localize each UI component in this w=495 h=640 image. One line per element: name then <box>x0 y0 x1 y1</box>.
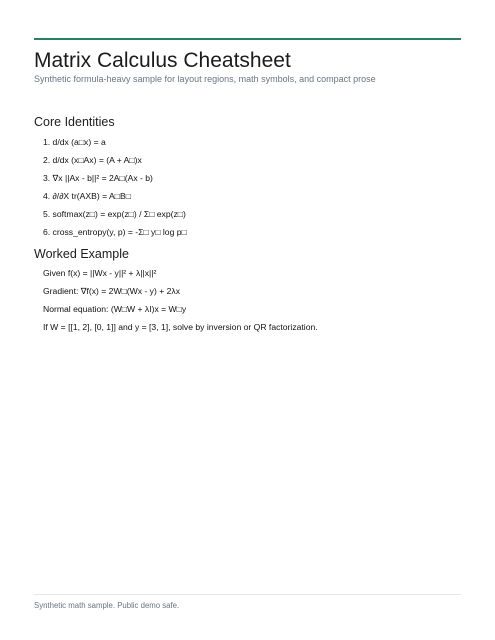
identity-line-4: 4. ∂/∂X tr(AXB) = A□B□ <box>43 191 131 201</box>
section-heading-core-identities: Core Identities <box>34 115 115 129</box>
page-subtitle: Synthetic formula-heavy sample for layout regions, math symbols, and compact prose <box>34 74 376 84</box>
identity-line-1: 1. d/dx (a□x) = a <box>43 137 106 147</box>
footer-rule <box>34 594 461 595</box>
header-rule <box>34 38 461 40</box>
example-line-2: Gradient: ∇f(x) = 2W□(Wx - y) + 2λx <box>43 286 181 296</box>
example-line-3: Normal equation: (W□W + λI)x = W□y <box>43 304 187 314</box>
section-heading-worked-example: Worked Example <box>34 247 129 261</box>
example-line-4: If W = [[1, 2], [0, 1]] and y = [3, 1], solve by inversion or QR factorization. <box>43 322 318 332</box>
identity-line-6: 6. cross_entropy(y, p) = -Σ□ y□ log p□ <box>43 227 187 237</box>
page-title: Matrix Calculus Cheatsheet <box>34 49 291 72</box>
example-line-1: Given f(x) = ||Wx - y||² + λ||x||² <box>43 268 157 278</box>
identity-line-2: 2. d/dx (x□Ax) = (A + A□)x <box>43 155 142 165</box>
footer-note: Synthetic math sample. Public demo safe. <box>34 601 180 610</box>
identity-line-5: 5. softmax(z□) = exp(z□) / Σ□ exp(z□) <box>43 209 186 219</box>
identity-line-3: 3. ∇x ||Ax - b||² = 2A□(Ax - b) <box>43 173 153 183</box>
